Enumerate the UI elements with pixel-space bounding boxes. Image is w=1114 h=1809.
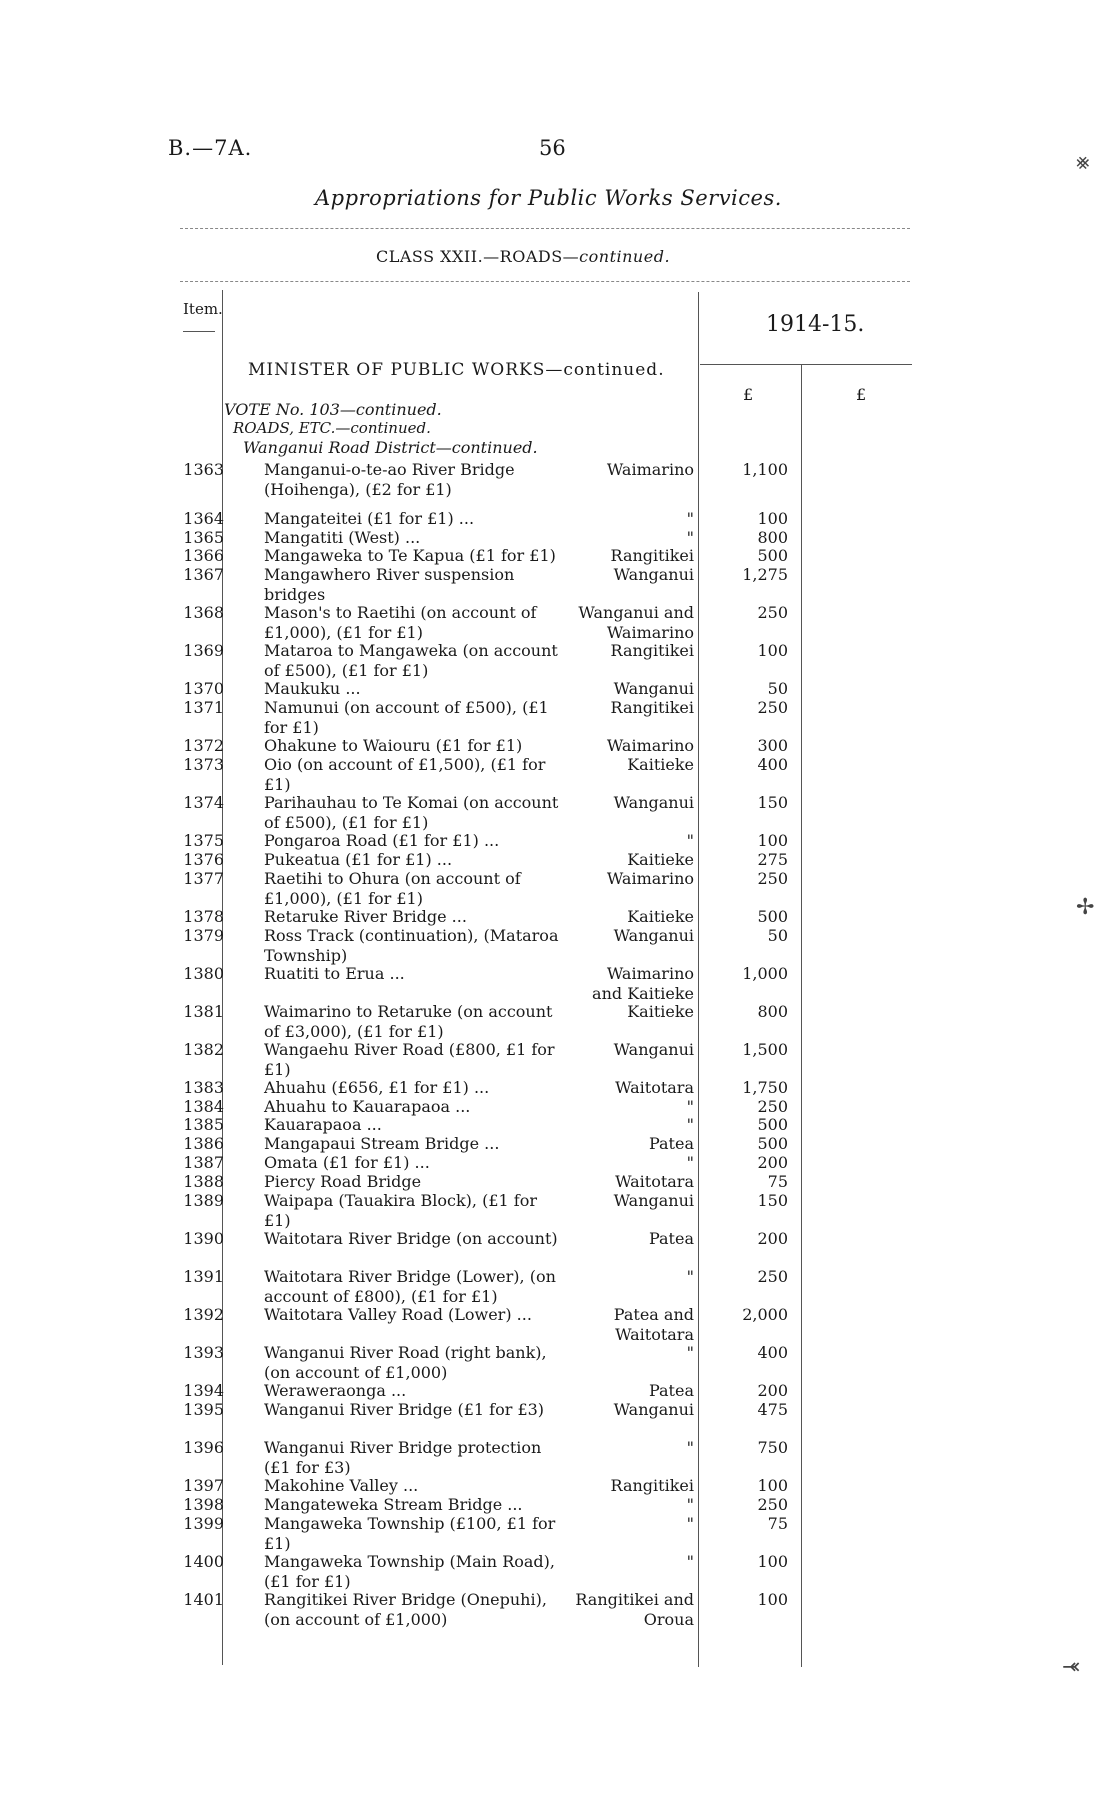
pound-column-2: £	[856, 385, 867, 404]
class-divider	[180, 281, 910, 282]
item-number: 1380	[183, 964, 224, 983]
item-amount: 100	[757, 1590, 788, 1609]
item-district: "	[686, 1514, 694, 1533]
item-number: 1388	[183, 1172, 224, 1191]
document-reference: B.—7A.	[168, 136, 253, 160]
item-description: Ahuahu (£656, £1 for £1) ...	[264, 1078, 490, 1097]
item-amount: 1,750	[742, 1078, 788, 1097]
item-column-header: Item.	[183, 300, 223, 318]
item-district: Wanganui and Waimarino	[578, 603, 694, 642]
item-number: 1372	[183, 736, 224, 755]
item-number: 1368	[183, 603, 224, 622]
item-amount: 500	[757, 907, 788, 926]
item-description: Makohine Valley ...	[264, 1476, 419, 1495]
item-district: Patea	[648, 1229, 694, 1248]
item-number: 1382	[183, 1040, 224, 1059]
item-description: Waimarino to Retaruke (on account of £3,000), (£1 for £1)	[264, 1002, 553, 1041]
item-description: Mangatiti (West) ...	[264, 528, 421, 547]
item-amount: 250	[757, 1267, 788, 1286]
district-heading: Wanganui Road District—continued.	[243, 438, 538, 457]
item-description: Ruatiti to Erua ...	[264, 964, 405, 983]
item-amount: 200	[757, 1229, 788, 1248]
item-header-underline	[183, 331, 215, 332]
pound-column-1: £	[743, 385, 754, 404]
item-description: Mangaweka Township (£100, £1 for £1)	[264, 1514, 556, 1553]
item-amount: 200	[757, 1381, 788, 1400]
item-district: Wanganui	[613, 1400, 694, 1419]
item-description: Waitotara Valley Road (Lower) ...	[264, 1305, 532, 1324]
item-number: 1363	[183, 460, 224, 479]
item-number: 1393	[183, 1343, 224, 1362]
item-district: "	[686, 528, 694, 547]
item-number: 1395	[183, 1400, 224, 1419]
item-description: Ross Track (continuation), (Mataroa Township)	[264, 926, 559, 965]
item-description: Waitotara River Bridge (on account)	[264, 1229, 558, 1248]
item-amount: 400	[757, 755, 788, 774]
item-number: 1366	[183, 546, 224, 565]
item-number: 1397	[183, 1476, 224, 1495]
year-column-header: 1914-15.	[766, 312, 865, 337]
item-number: 1394	[183, 1381, 224, 1400]
item-description: Parihauhau to Te Komai (on account of £500), (£1 for £1)	[264, 793, 559, 832]
year-header-rule	[700, 364, 912, 365]
item-number: 1389	[183, 1191, 224, 1210]
class-heading: CLASS XXII.—ROADS—continued.	[376, 247, 671, 266]
item-amount: 250	[757, 869, 788, 888]
amount-column-rule	[801, 364, 802, 1667]
item-number: 1384	[183, 1097, 224, 1116]
item-district: Rangitikei	[610, 1476, 694, 1495]
item-description: Ohakune to Waiouru (£1 for £1)	[264, 736, 523, 755]
item-number: 1386	[183, 1134, 224, 1153]
item-district: Waimarino	[606, 869, 694, 888]
item-amount: 50	[767, 679, 788, 698]
item-number: 1401	[183, 1590, 224, 1609]
item-district: "	[686, 1153, 694, 1172]
item-amount: 75	[767, 1514, 788, 1533]
item-description: Mangateitei (£1 for £1) ...	[264, 509, 475, 528]
item-description: Weraweraonga ...	[264, 1381, 407, 1400]
item-number: 1379	[183, 926, 224, 945]
item-amount: 75	[767, 1172, 788, 1191]
item-district: Waimarino and Kaitieke	[592, 964, 694, 1003]
item-description: Mangawhero River suspension bridges	[264, 565, 515, 604]
item-description: Pongaroa Road (£1 for £1) ...	[264, 831, 500, 850]
item-description: Manganui-o-te-ao River Bridge (Hoihenga), (£2 for £1)	[264, 460, 515, 499]
item-district: "	[686, 1115, 694, 1134]
item-district: Wanganui	[613, 565, 694, 584]
item-amount: 200	[757, 1153, 788, 1172]
item-number: 1367	[183, 565, 224, 584]
item-amount: 100	[757, 509, 788, 528]
item-number: 1377	[183, 869, 224, 888]
margin-mark-icon: ⤛	[1062, 1655, 1081, 1680]
item-description: Mangaweka Township (Main Road), (£1 for £1)	[264, 1552, 555, 1591]
item-description: Omata (£1 for £1) ...	[264, 1153, 430, 1172]
item-number: 1392	[183, 1305, 224, 1324]
item-district: "	[686, 1343, 694, 1362]
item-district: Waimarino	[606, 736, 694, 755]
item-amount: 800	[757, 528, 788, 547]
item-amount: 1,275	[742, 565, 788, 584]
vote-heading: VOTE No. 103—continued.	[224, 400, 442, 419]
item-amount: 1,100	[742, 460, 788, 479]
item-number: 1365	[183, 528, 224, 547]
item-amount: 1,500	[742, 1040, 788, 1059]
item-amount: 50	[767, 926, 788, 945]
roads-heading: ROADS, ETC.—continued.	[233, 419, 431, 437]
item-number: 1373	[183, 755, 224, 774]
item-description: Mason's to Raetihi (on account of £1,000), (£1 for £1)	[264, 603, 537, 642]
item-description: Piercy Road Bridge	[264, 1172, 422, 1191]
item-amount: 100	[757, 641, 788, 660]
title-divider	[180, 228, 910, 229]
item-description: Raetihi to Ohura (on account of £1,000), (£1 for £1)	[264, 869, 521, 908]
item-amount: 750	[757, 1438, 788, 1457]
item-number: 1374	[183, 793, 224, 812]
item-district: Patea and Waitotara	[613, 1305, 694, 1344]
item-district: "	[686, 1267, 694, 1286]
item-description: Waitotara River Bridge (Lower), (on account of £800), (£1 for £1)	[264, 1267, 556, 1306]
item-district: "	[686, 509, 694, 528]
item-number: 1398	[183, 1495, 224, 1514]
item-description: Ahuahu to Kauarapaoa ...	[264, 1097, 471, 1116]
item-district: Kaitieke	[627, 907, 694, 926]
item-district: Kaitieke	[627, 755, 694, 774]
item-district: Rangitikei	[610, 546, 694, 565]
item-amount: 500	[757, 546, 788, 565]
item-description: Wanganui River Road (right bank), (on account of £1,000)	[264, 1343, 547, 1382]
item-description: Wanganui River Bridge protection (£1 for £3)	[264, 1438, 542, 1477]
item-description: Mangapaui Stream Bridge ...	[264, 1134, 500, 1153]
item-district: Wanganui	[613, 1040, 694, 1059]
item-number: 1399	[183, 1514, 224, 1533]
item-amount: 100	[757, 831, 788, 850]
item-district: Kaitieke	[627, 1002, 694, 1021]
item-district: Waimarino	[606, 460, 694, 479]
margin-mark-icon: ✢	[1076, 895, 1095, 920]
item-number: 1369	[183, 641, 224, 660]
item-district: "	[686, 1097, 694, 1116]
item-number: 1400	[183, 1552, 224, 1571]
margin-mark-icon: ⨳	[1076, 150, 1090, 175]
item-description: Mangateweka Stream Bridge ...	[264, 1495, 523, 1514]
item-description: Mataroa to Mangaweka (on account of £500), (£1 for £1)	[264, 641, 558, 680]
item-description: Kauarapaoa ...	[264, 1115, 382, 1134]
item-district: Waitotara	[615, 1172, 694, 1191]
page-number: 56	[539, 136, 566, 160]
item-amount: 400	[757, 1343, 788, 1362]
item-number: 1375	[183, 831, 224, 850]
item-district: "	[686, 1552, 694, 1571]
item-district: Wanganui	[613, 679, 694, 698]
item-district: Wanganui	[613, 926, 694, 945]
item-number: 1396	[183, 1438, 224, 1457]
item-district: Wanganui	[613, 793, 694, 812]
item-amount: 1,000	[742, 964, 788, 983]
item-district: "	[686, 1438, 694, 1457]
item-amount: 100	[757, 1552, 788, 1571]
item-district: Patea	[648, 1134, 694, 1153]
item-number: 1376	[183, 850, 224, 869]
item-number: 1391	[183, 1267, 224, 1286]
item-district: Kaitieke	[627, 850, 694, 869]
item-description: Waipapa (Tauakira Block), (£1 for £1)	[264, 1191, 537, 1230]
item-district: "	[686, 1495, 694, 1514]
page-title: Appropriations for Public Works Services.	[315, 186, 782, 210]
item-number: 1364	[183, 509, 224, 528]
item-number: 1387	[183, 1153, 224, 1172]
item-amount: 100	[757, 1476, 788, 1495]
item-district: Waitotara	[615, 1078, 694, 1097]
item-district: Patea	[648, 1381, 694, 1400]
minister-heading: MINISTER OF PUBLIC WORKS—continued.	[248, 360, 665, 380]
item-amount: 275	[757, 850, 788, 869]
item-district: "	[686, 831, 694, 850]
item-description: Rangitikei River Bridge (Onepuhi), (on account of £1,000)	[264, 1590, 547, 1629]
item-description: Wanganui River Bridge (£1 for £3)	[264, 1400, 545, 1419]
item-number: 1378	[183, 907, 224, 926]
item-number: 1371	[183, 698, 224, 717]
item-amount: 800	[757, 1002, 788, 1021]
item-description: Maukuku ...	[264, 679, 361, 698]
item-district: Wanganui	[613, 1191, 694, 1210]
item-amount: 150	[757, 793, 788, 812]
item-description: Pukeatua (£1 for £1) ...	[264, 850, 453, 869]
item-description: Oio (on account of £1,500), (£1 for £1)	[264, 755, 546, 794]
item-amount: 300	[757, 736, 788, 755]
item-number: 1383	[183, 1078, 224, 1097]
item-amount: 2,000	[742, 1305, 788, 1324]
item-description: Wangaehu River Road (£800, £1 for £1)	[264, 1040, 555, 1079]
item-number: 1390	[183, 1229, 224, 1248]
item-description: Mangaweka to Te Kapua (£1 for £1)	[264, 546, 556, 565]
item-amount: 250	[757, 698, 788, 717]
item-amount: 250	[757, 1097, 788, 1116]
item-amount: 250	[757, 603, 788, 622]
item-amount: 500	[757, 1134, 788, 1153]
item-amount: 150	[757, 1191, 788, 1210]
item-description: Namunui (on account of £500), (£1 for £1)	[264, 698, 549, 737]
item-number: 1381	[183, 1002, 224, 1021]
item-district: Rangitikei	[610, 641, 694, 660]
item-district: Rangitikei	[610, 698, 694, 717]
item-amount: 250	[757, 1495, 788, 1514]
item-amount: 475	[757, 1400, 788, 1419]
item-amount: 500	[757, 1115, 788, 1134]
item-number: 1370	[183, 679, 224, 698]
item-number: 1385	[183, 1115, 224, 1134]
item-district: Rangitikei and Oroua	[575, 1590, 694, 1629]
item-description: Retaruke River Bridge ...	[264, 907, 467, 926]
description-column-rule	[698, 292, 699, 1667]
